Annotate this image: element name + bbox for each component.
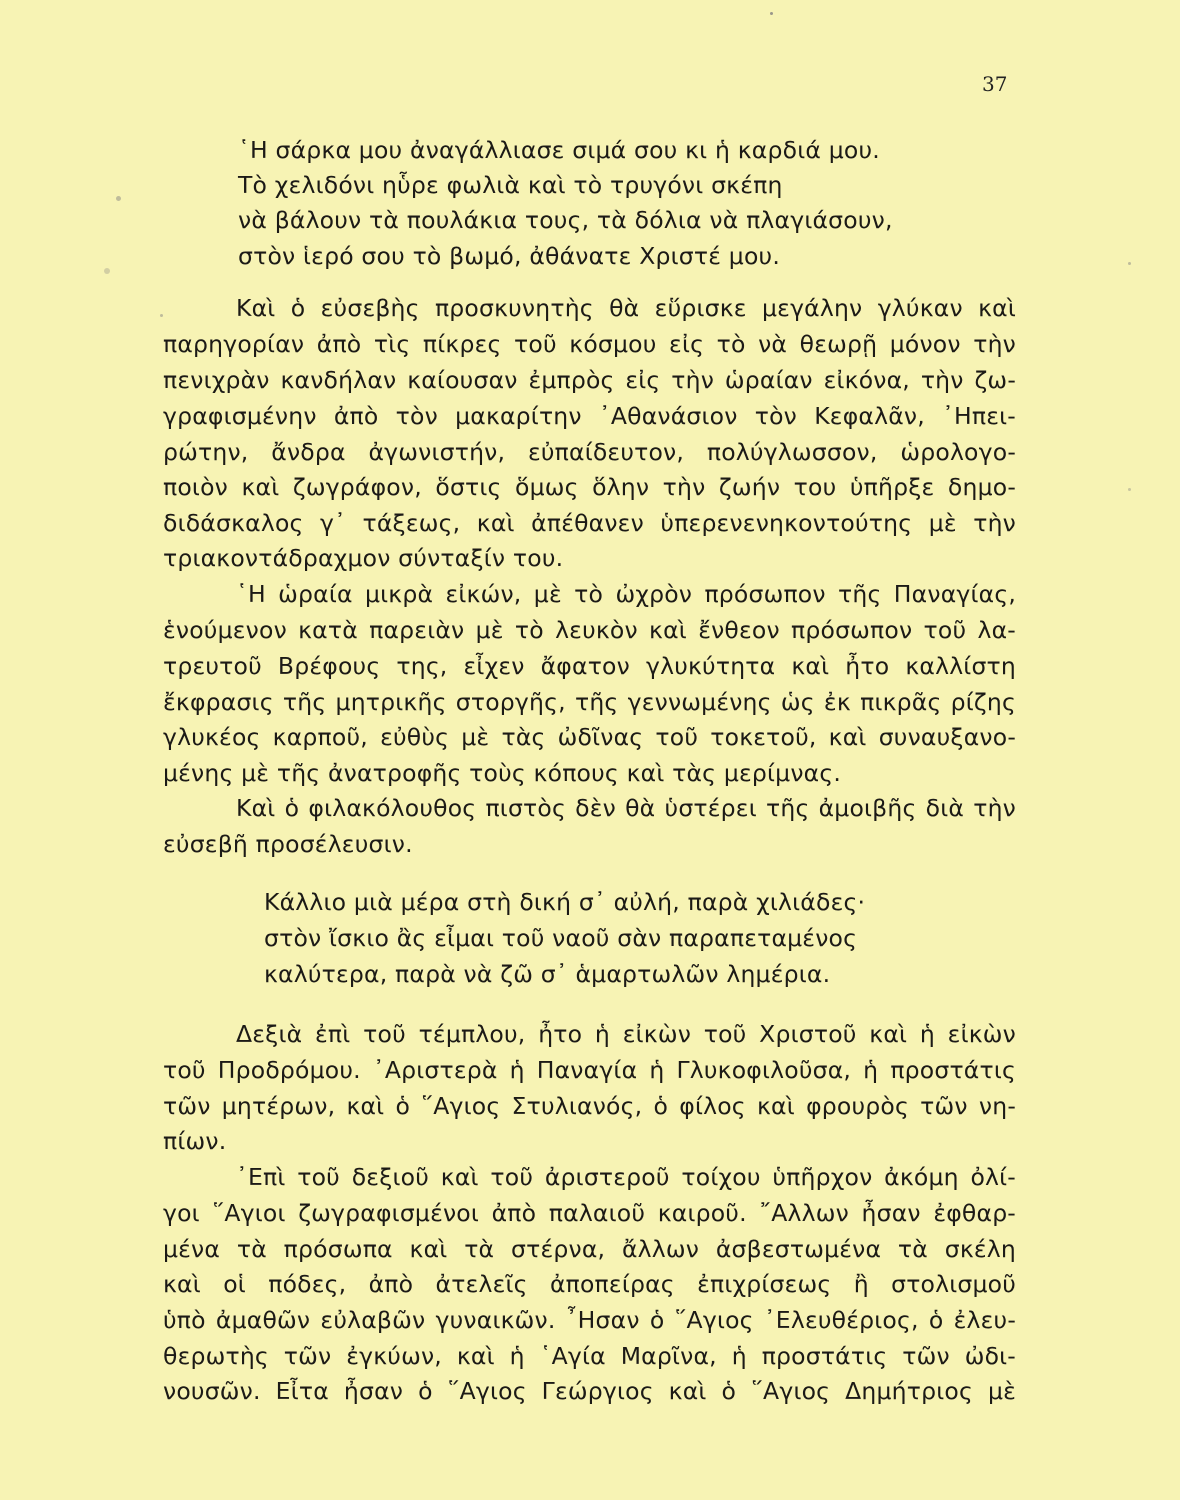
- paragraph-line: τριακοντάδραχμον σύνταξίν του.: [163, 544, 564, 572]
- scan-speck: [160, 314, 163, 317]
- paragraph-line: τοῦ Προδρόμου. ᾿Αριστερὰ ἡ Παναγία ἡ Γλυκοφιλοῦσα, ἡ προστάτις: [163, 1056, 1016, 1084]
- paragraph-line: πίων.: [163, 1127, 227, 1155]
- poem-line: ῾Η σάρκα μου ἀναγάλλιασε σιμά σου κι ἡ καρδιά μου.: [238, 136, 880, 164]
- poem-line: νὰ βάλουν τὰ πουλάκια τους, τὰ δόλια νὰ πλαγιάσουν,: [238, 206, 893, 234]
- page-number: 37: [982, 72, 1008, 96]
- paragraph-line: ἔκφρασις τῆς μητρικῆς στοργῆς, τῆς γεννωμένης ὡς ἐκ πικρᾶς ρίζης: [163, 688, 1016, 716]
- poem-line: Κάλλιο μιὰ μέρα στὴ δική σ᾿ αὐλή, παρὰ χιλιάδες·: [264, 888, 866, 916]
- poem-line: στὸν ἱερό σου τὸ βωμό, ἀθάνατε Χριστέ μου.: [238, 242, 780, 270]
- paragraph-line: καὶ οἱ πόδες, ἀπὸ ἀτελεῖς ἀποπείρας ἐπιχρίσεως ἢ στολισμοῦ: [163, 1270, 1016, 1298]
- paragraph-line: γραφισμένην ἀπὸ τὸν μακαρίτην ᾿Αθανάσιον τὸν Κεφαλᾶν, ᾿Ηπει-: [163, 402, 1016, 430]
- scan-speck: [1128, 262, 1131, 265]
- paragraph-line: ρώτην, ἄνδρα ἀγωνιστήν, εὐπαίδευτον, πολύγλωσσον, ὡρολογο-: [163, 438, 1016, 466]
- poem-line: Τὸ χελιδόνι ηὗρε φωλιὰ καὶ τὸ τρυγόνι σκέπη: [238, 171, 783, 199]
- paragraph-line: ὑπὸ ἀμαθῶν εὐλαβῶν γυναικῶν. ῏Ησαν ὁ ῞Αγιος ᾿Ελευθέριος, ὁ ἐλευ-: [163, 1306, 1016, 1334]
- paragraph-line: Δεξιὰ ἐπὶ τοῦ τέμπλου, ἦτο ἡ εἰκὼν τοῦ Χριστοῦ καὶ ἡ εἰκὼν: [236, 1020, 1016, 1048]
- paragraph-line: εὐσεβῆ προσέλευσιν.: [163, 830, 413, 858]
- scan-speck: [770, 12, 773, 15]
- scan-speck: [116, 196, 121, 201]
- scan-speck: [104, 268, 110, 274]
- paragraph-line: γλυκέος καρποῦ, εὐθὺς μὲ τὰς ὠδῖνας τοῦ τοκετοῦ, καὶ συναυξανο-: [163, 723, 1016, 751]
- paragraph-line: πενιχρὰν κανδήλαν καίουσαν ἐμπρὸς εἰς τὴν ὡραίαν εἰκόνα, τὴν ζω-: [163, 366, 1016, 394]
- paragraph-line: θερωτὴς τῶν ἐγκύων, καὶ ἡ ῾Αγία Μαρῖνα, ἡ προστάτις τῶν ὠδι-: [163, 1342, 1016, 1370]
- poem-line: στὸν ἴσκιο ἂς εἶμαι τοῦ ναοῦ σὰν παραπεταμένος: [264, 924, 858, 952]
- paragraph-line: παρηγορίαν ἀπὸ τὶς πίκρες τοῦ κόσμου εἰς τὸ νὰ θεωρῇ μόνον τὴν: [163, 330, 1016, 358]
- paragraph-line: τρευτοῦ Βρέφους της, εἶχεν ἄφατον γλυκύτητα καὶ ἦτο καλλίστη: [163, 652, 1016, 680]
- paragraph-line: ἑνούμενον κατὰ παρειὰν μὲ τὸ λευκὸν καὶ ἔνθεον πρόσωπον τοῦ λα-: [163, 616, 1016, 644]
- paragraph-line: Καὶ ὁ φιλακόλουθος πιστὸς δὲν θὰ ὑστέρει τῆς ἀμοιβῆς διὰ τὴν: [236, 794, 1016, 822]
- paragraph-line: Καὶ ὁ εὐσεβὴς προσκυνητὴς θὰ εὕρισκε μεγάλην γλύκαν καὶ: [236, 294, 1016, 322]
- poem-line: καλύτερα, παρὰ νὰ ζῶ σ᾿ ἁμαρτωλῶν λημέρια.: [264, 960, 831, 988]
- paragraph-line: μένα τὰ πρόσωπα καὶ τὰ στέρνα, ἄλλων ἀσβεστωμένα τὰ σκέλη: [163, 1235, 1016, 1263]
- paragraph-line: διδάσκαλος γ᾿ τάξεως, καὶ ἀπέθανεν ὑπερενενηκοντούτης μὲ τὴν: [163, 509, 1016, 537]
- paragraph-line: νουσῶν. Εἶτα ἦσαν ὁ ῞Αγιος Γεώργιος καὶ ὁ ῞Αγιος Δημήτριος μὲ: [163, 1377, 1016, 1405]
- paragraph-line: ῾Η ὡραία μικρὰ εἰκών, μὲ τὸ ὠχρὸν πρόσωπον τῆς Παναγίας,: [236, 580, 1016, 608]
- paragraph-line: τῶν μητέρων, καὶ ὁ ῞Αγιος Στυλιανός, ὁ φίλος καὶ φρουρὸς τῶν νη-: [163, 1092, 1016, 1120]
- paragraph-line: μένης μὲ τῆς ἀνατροφῆς τοὺς κόπους καὶ τὰς μερίμνας.: [163, 759, 841, 787]
- scan-speck: [1128, 488, 1131, 491]
- paragraph-line: ποιὸν καὶ ζωγράφον, ὅστις ὅμως ὅλην τὴν ζωήν του ὑπῆρξε δημο-: [163, 473, 1016, 501]
- paragraph-line: ᾿Επὶ τοῦ δεξιοῦ καὶ τοῦ ἀριστεροῦ τοίχου ὑπῆρχον ἀκόμη ὀλί-: [236, 1163, 1016, 1191]
- paragraph-line: γοι ῞Αγιοι ζωγραφισμένοι ἀπὸ παλαιοῦ καιροῦ. ῎Αλλων ἦσαν ἐφθαρ-: [163, 1199, 1016, 1227]
